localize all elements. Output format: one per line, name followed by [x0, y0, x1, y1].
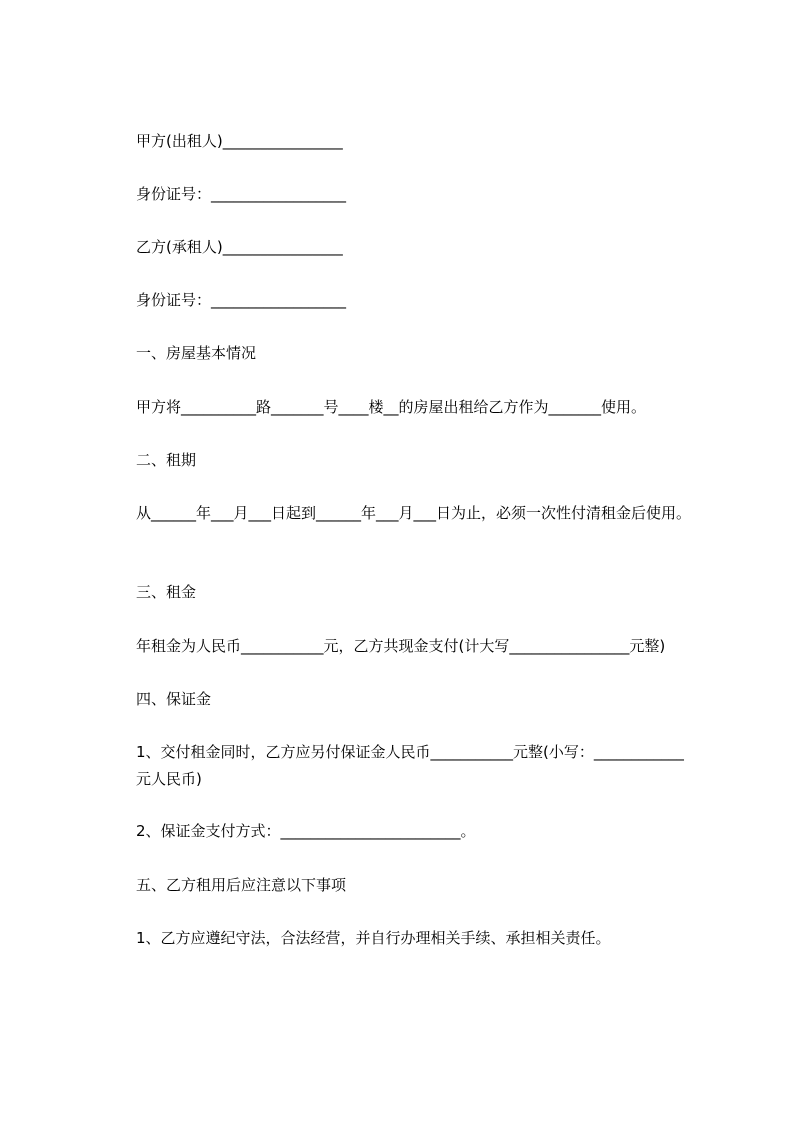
section-2-heading: 二、租期	[136, 451, 197, 469]
party-a-id-number-line: 身份证号：__________________	[136, 185, 347, 203]
party-a-lessor-line: 甲方(出租人)________________	[136, 132, 343, 150]
section-3-heading: 三、租金	[136, 583, 197, 601]
section-5-heading: 五、乙方租用后应注意以下事项	[136, 876, 347, 894]
section-1-property-text: 甲方将__________路_______号____楼__的房屋出租给乙方作为_______使用。	[136, 398, 647, 416]
section-4-deposit-item-2: 2、保证金支付方式：________________________。	[136, 822, 476, 840]
section-2-lease-term-text: 从______年___月___日起到______年___月___日为止，必须一次性付清租金后使用。	[136, 504, 692, 522]
section-5-item-1: 1、乙方应遵纪守法，合法经营，并自行办理相关手续、承担相关责任。	[136, 929, 611, 947]
section-4-heading: 四、保证金	[136, 690, 212, 708]
section-4-deposit-item-1: 1、交付租金同时，乙方应另付保证金人民币___________元整(小写：____________元人民币)	[136, 743, 684, 788]
party-b-lessee-line: 乙方(承租人)________________	[136, 238, 343, 256]
section-3-rent-text: 年租金为人民币___________元，乙方共现金支付(计大写________________元整)	[136, 637, 666, 655]
section-1-heading: 一、房屋基本情况	[136, 344, 257, 362]
party-b-id-number-line: 身份证号：__________________	[136, 291, 347, 309]
